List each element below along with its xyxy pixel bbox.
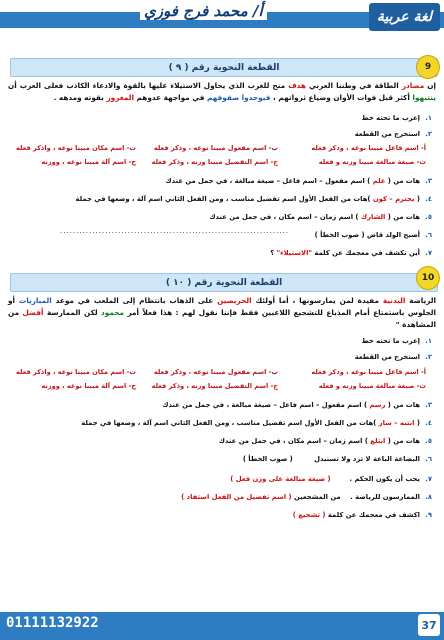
passage-fragment: أفضل: [22, 308, 44, 317]
passage-fragment: المباريات: [18, 296, 52, 305]
passage-text: [8, 295, 436, 331]
question-3: ٣.هات من ( رسم ) اسم مفعول – اسم فاعل – صيغة مبالغة ، في جمل من عندك: [162, 401, 432, 409]
passage-fragment: منح للغرب الذي يحاول الاستيلاء عليها بالقوة والادعاء الكاذب: [63, 81, 289, 90]
section-title: القطعة النحوية رقم ( ١٠ ): [165, 277, 283, 288]
passage-fragment: من المشاهدة ": [8, 308, 436, 329]
question-2: ٢.استخرج من القطعة: [354, 130, 432, 138]
passage-fragment: في مواجهة عدوهم: [134, 93, 207, 102]
question-5: ٥.هات من ( ابتلع ) اسم زمان – اسم مكان ، في جمل من عندك: [218, 437, 432, 445]
answer-dots: .......................................................................: [60, 227, 289, 235]
passage-fragment: مفيدة لمن يمارسونها ، أما أولئك: [251, 296, 383, 305]
passage-fragment: البدنية: [382, 296, 406, 305]
passage-fragment: هدف: [288, 81, 306, 90]
section-title-bar: [10, 58, 438, 77]
passage-fragment: ينتبهوا: [412, 93, 436, 102]
passage-fragment: الحريصين: [217, 296, 252, 305]
subject-label: لغة عربية: [376, 9, 432, 25]
passage-fragment: أو الجلوس باستمتاع أمام المذياع للتشجيع اللاعبين فقط فإننا نقول لهم : هذا فعلاً أمر: [8, 296, 437, 317]
passage-fragment: المغرور: [106, 93, 134, 102]
passage-fragment: أكثر قبل فوات الأوان وضياع ثرواتهم ،: [270, 93, 413, 102]
passage-text: [8, 80, 436, 104]
page-number: 37: [418, 614, 440, 636]
question-6: ٦.أصبح الولد قاض ( صوب الخطأ ): [314, 231, 432, 239]
question-1: ١.إعرب ما تحته خط: [361, 114, 432, 122]
passage-fragment: إن: [424, 81, 436, 90]
question-7: ٧.أين تكشف في معجمك عن كلمة "الاستيلاء" ؟: [270, 249, 432, 257]
passage-fragment: الطاقة في وطننا العربي: [305, 81, 402, 90]
subject-badge: [369, 3, 440, 31]
section-number-badge: 10: [416, 266, 440, 290]
passage-fragment: محمود: [101, 308, 125, 317]
question-9: ٩.اكشف في معجمك عن كلمة ( تشجيع ): [292, 511, 432, 519]
question-5: ٥.هات من ( الشارك ) اسم زمان – اسم مكان ، في جمل من عندك: [209, 213, 432, 221]
section-number-badge: 9: [416, 55, 440, 79]
question-7: ٧.يجب أن يكون الحكم . ( صيغة مبالغة على وزن فعل ): [230, 475, 432, 483]
question-6: ٦.البضاعة الباعة لا ترد ولا تستبدل ( صوب الخطأ ): [242, 455, 432, 463]
section-title-bar: [10, 273, 438, 292]
passage-fragment: فعلى العرب أن: [8, 81, 64, 90]
passage-fragment: على الذهاب بانتظام إلى الملعب في موعد: [51, 296, 218, 305]
question-4: ٤.( انتبه – سار )هات من الفعل الأول اسم تفضيل مناسب ، ومن الفعل الثاني اسم آلة ، وضعها في جملة: [81, 419, 432, 427]
section-title: القطعة النحوية رقم ( ٩ ): [168, 62, 280, 73]
passage-fragment: الرياضة: [405, 296, 437, 305]
question-1: ١.إعرب ما تحته خط: [361, 337, 432, 345]
question-4: ٤.( يحترم – كون )هات من الفعل الأول اسم تفضيل مناسب ، ومن الفعل الثاني اسم آلة ، وضعها في جملة: [75, 195, 432, 203]
phone-number: 01111132922: [6, 615, 99, 631]
passage-fragment: لكن الممارسة: [43, 308, 102, 317]
question-3: ٣.هات من ( علم ) اسم مفعول – اسم فاعل – صيغة مبالغة ، في جمل من عندك: [165, 177, 432, 185]
teacher-name: أ/ محمد فرج فوزي: [140, 2, 267, 20]
passage-fragment: مصادر: [401, 81, 425, 90]
question-8: ٨.الممارسون للرياضة . من المشجعين ( اسم تفضيل من الفعل استفاد ): [181, 493, 432, 501]
passage-fragment: فيوحدوا صفوفهم: [206, 93, 271, 102]
question-2: ٢.استخرج من القطعة: [354, 353, 432, 361]
extraction-options: أ- اسم فاعل مبينا نوعه ، وذكر فعله ب- اسم مفعول مبينا نوعه ، وذكر فعله ت- اسم مكان مبينا نوعه ، واذكر فعله ث- صيغة مبالغة مبينا وزنه و فعله ج- اسم التفضيل مبينا وزنه ، وذكر فعله ح- اسم آلة مبينا نوعه ، ووزنه: [15, 144, 426, 166]
extraction-options: أ- اسم فاعل مبينا نوعه ، وذكر فعله ب- اسم مفعول مبينا نوعه ، وذكر فعله ت- اسم مكان مبينا نوعه ، واذكر فعله ث- صيغة مبالغة مبينا وزنه و فعله ج- اسم التفضيل مبينا وزنه ، وذكر فعله ح- اسم آلة مبينا نوعه ، ووزنه: [15, 368, 426, 390]
passage-fragment: بقوته ومدهه .: [53, 93, 107, 102]
page-header: [0, 0, 444, 36]
